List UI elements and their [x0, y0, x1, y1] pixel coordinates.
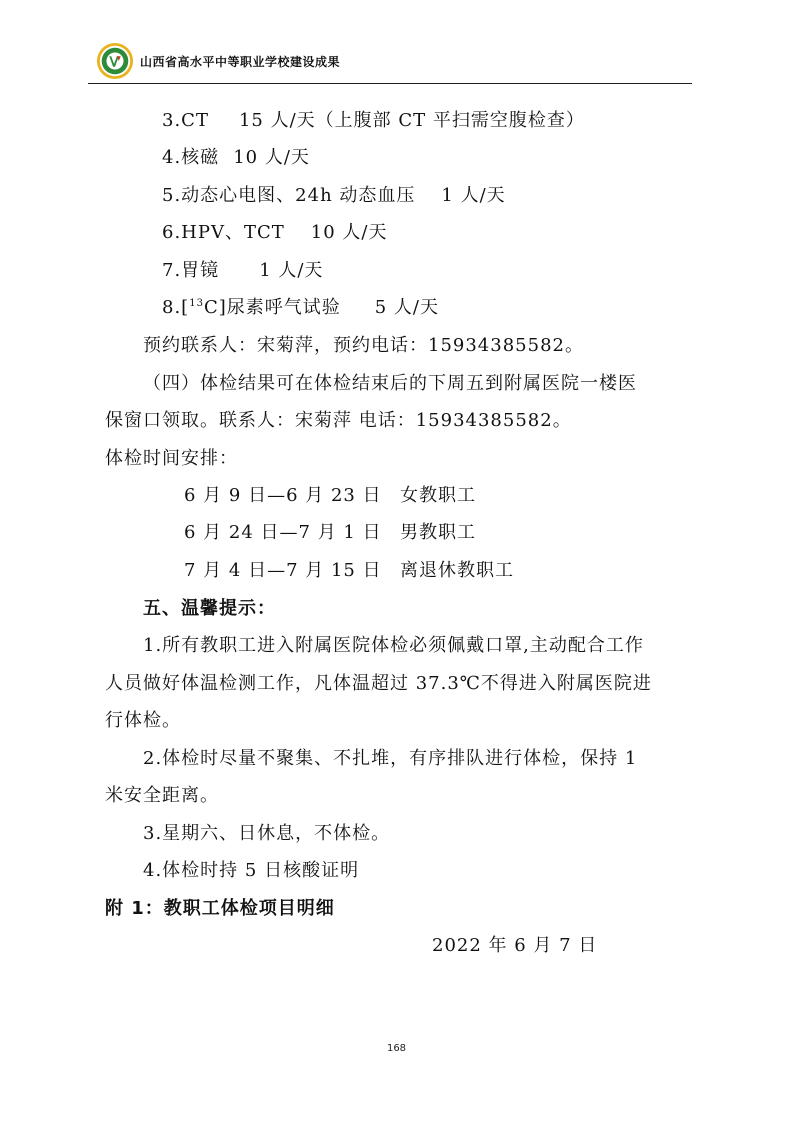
school-logo-icon	[96, 42, 134, 80]
section4-line1: （四）体检结果可在体检结束后的下周五到附属医院一楼医	[143, 373, 637, 394]
tip-3: 3.星期六、日休息，不体检。	[143, 823, 391, 844]
header-divider	[88, 83, 692, 84]
page-header	[88, 42, 692, 84]
tip-1-line1: 1.所有教职工进入附属医院体检必须佩戴口罩,主动配合工作	[143, 635, 644, 656]
appointment-contact: 预约联系人：宋菊萍，预约电话：15934385582。	[143, 335, 584, 356]
tip-2-line1: 2.体检时尽量不聚集、不扎堆，有序排队进行体检，保持 1	[143, 748, 638, 769]
exam-item-mri: 4.核磁 10 人/天	[162, 147, 310, 168]
exam-item-ct: 3.CT 15 人/天（上腹部 CT 平扫需空腹检查）	[162, 110, 585, 131]
tip-1-line3: 行体检。	[105, 710, 181, 731]
exam-item-gastroscope: 7.胃镜 1 人/天	[162, 260, 324, 281]
header-title: 山西省高水平中等职业学校建设成果	[140, 55, 341, 69]
schedule-row: 6 月 24 日—7 月 1 日 男教职工	[184, 522, 476, 543]
tip-1-line2: 人员做好体温检测工作，凡体温超过 37.3℃不得进入附属医院进	[105, 673, 652, 694]
tips-heading: 五、温馨提示：	[143, 598, 276, 619]
attachment-heading: 附 1：教职工体检项目明细	[105, 898, 335, 919]
tip-2-line2: 米安全距离。	[105, 785, 219, 806]
exam-item-ecg: 5.动态心电图、24h 动态血压 1 人/天	[162, 185, 506, 206]
page-number: 168	[386, 1043, 407, 1054]
schedule-row: 6 月 9 日—6 月 23 日 女教职工	[184, 485, 476, 506]
schedule-row: 7 月 4 日—7 月 15 日 离退休教职工	[184, 560, 514, 581]
exam-item-hpv: 6.HPV、TCT 10 人/天	[162, 222, 388, 243]
schedule-title: 体检时间安排：	[105, 448, 238, 469]
section4-line2: 保窗口领取。联系人：宋菊萍 电话：15934385582。	[105, 410, 572, 431]
document-date: 2022 年 6 月 7 日	[432, 935, 598, 956]
tip-4: 4.体检时持 5 日核酸证明	[143, 860, 360, 881]
exam-item-breath-test: 8.[$^{13}$C]尿素呼气试验 5 人/天	[162, 297, 439, 318]
